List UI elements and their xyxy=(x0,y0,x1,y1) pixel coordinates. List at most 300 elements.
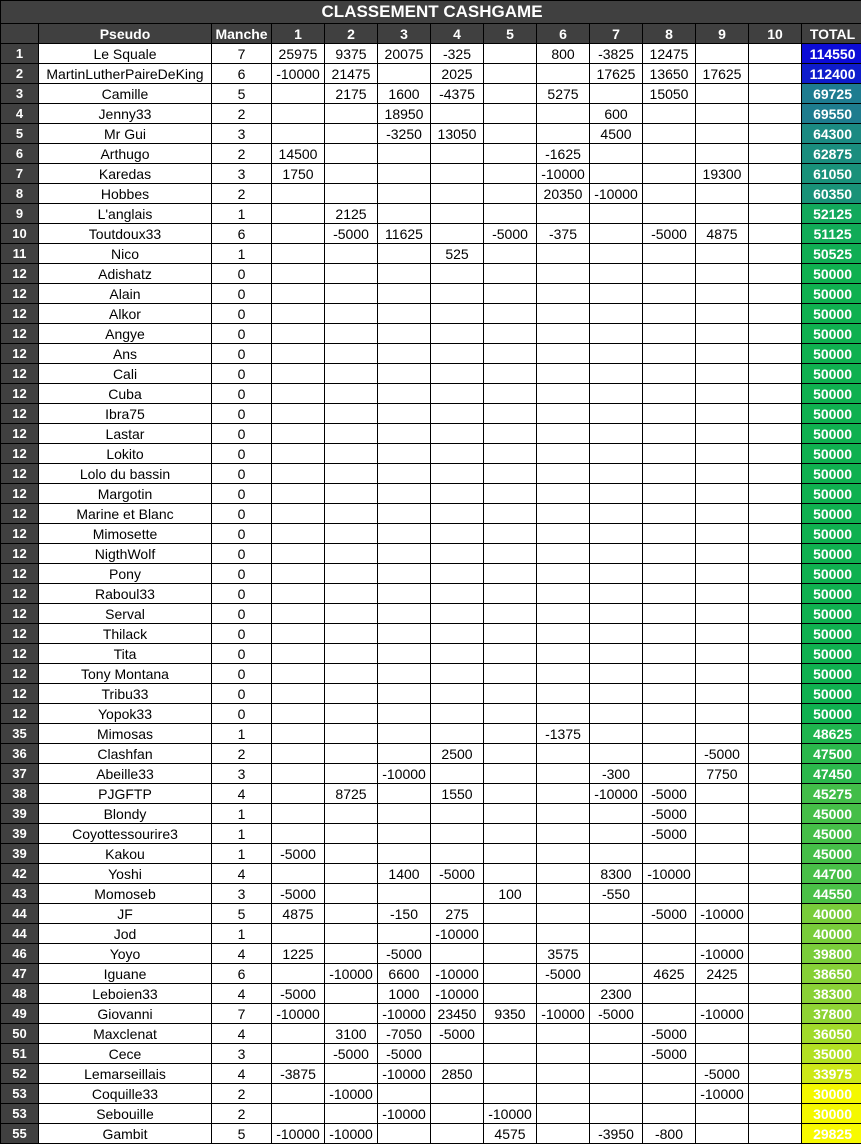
header-row xyxy=(1,24,861,44)
score-cell xyxy=(431,884,484,904)
score-cell xyxy=(325,504,378,524)
table-row xyxy=(1,1044,861,1064)
table-row xyxy=(1,1004,861,1024)
score-cell: -10000 xyxy=(696,1004,749,1024)
score-cell xyxy=(272,1044,325,1064)
score-cell xyxy=(749,364,802,384)
score-cell: -10000 xyxy=(378,764,431,784)
score-cell xyxy=(749,564,802,584)
pseudo-cell: Yoshi xyxy=(39,864,212,884)
score-cell xyxy=(643,684,696,704)
table-row xyxy=(1,424,861,444)
score-cell xyxy=(431,824,484,844)
score-cell xyxy=(431,624,484,644)
score-cell: -5000 xyxy=(696,744,749,764)
score-cell xyxy=(537,344,590,364)
rank-cell: 36 xyxy=(1,744,39,764)
pseudo-cell: Lastar xyxy=(39,424,212,444)
score-cell xyxy=(325,564,378,584)
score-cell xyxy=(325,104,378,124)
table-row xyxy=(1,524,861,544)
score-cell xyxy=(590,804,643,824)
pseudo-cell: Iguane xyxy=(39,964,212,984)
score-cell xyxy=(749,964,802,984)
manche-cell: 0 xyxy=(212,404,272,424)
score-cell xyxy=(484,1064,537,1084)
score-cell: 11625 xyxy=(378,224,431,244)
score-cell xyxy=(431,364,484,384)
rank-cell: 1 xyxy=(1,44,39,64)
manche-cell: 3 xyxy=(212,164,272,184)
score-cell xyxy=(696,684,749,704)
header-round-6: 6 xyxy=(537,24,590,44)
manche-cell: 2 xyxy=(212,184,272,204)
score-cell: -5000 xyxy=(484,224,537,244)
score-cell xyxy=(484,264,537,284)
manche-cell: 0 xyxy=(212,684,272,704)
score-cell xyxy=(643,764,696,784)
score-cell xyxy=(431,464,484,484)
score-cell xyxy=(696,624,749,644)
score-cell xyxy=(537,604,590,624)
score-cell xyxy=(431,584,484,604)
score-cell xyxy=(484,424,537,444)
score-cell xyxy=(643,564,696,584)
score-cell xyxy=(431,104,484,124)
table-row xyxy=(1,404,861,424)
score-cell xyxy=(590,624,643,644)
score-cell xyxy=(431,544,484,564)
score-cell xyxy=(590,404,643,424)
score-cell: -5000 xyxy=(590,1004,643,1024)
score-cell: 4575 xyxy=(484,1124,537,1144)
rank-cell: 12 xyxy=(1,304,39,324)
rank-cell: 12 xyxy=(1,524,39,544)
pseudo-cell: Abeille33 xyxy=(39,764,212,784)
score-cell: 15050 xyxy=(643,84,696,104)
score-cell xyxy=(537,264,590,284)
score-cell xyxy=(378,164,431,184)
total-cell: 33975 xyxy=(802,1064,861,1084)
score-cell: 4500 xyxy=(590,124,643,144)
header-round-8: 8 xyxy=(643,24,696,44)
score-cell: 8300 xyxy=(590,864,643,884)
score-cell: -10000 xyxy=(378,1004,431,1024)
table-row xyxy=(1,824,861,844)
score-cell xyxy=(484,924,537,944)
score-cell: -5000 xyxy=(272,844,325,864)
score-cell xyxy=(484,604,537,624)
table-row xyxy=(1,184,861,204)
total-cell: 37800 xyxy=(802,1004,861,1024)
score-cell xyxy=(643,104,696,124)
score-cell: -375 xyxy=(537,224,590,244)
score-cell xyxy=(749,644,802,664)
manche-cell: 0 xyxy=(212,564,272,584)
score-cell xyxy=(484,284,537,304)
score-cell xyxy=(696,504,749,524)
score-cell xyxy=(484,64,537,84)
score-cell xyxy=(749,44,802,64)
total-cell: 69550 xyxy=(802,104,861,124)
score-cell xyxy=(749,1024,802,1044)
pseudo-cell: Yopok33 xyxy=(39,704,212,724)
score-cell: 800 xyxy=(537,44,590,64)
score-cell xyxy=(272,284,325,304)
total-cell: 44700 xyxy=(802,864,861,884)
score-cell xyxy=(643,624,696,644)
pseudo-cell: Tony Montana xyxy=(39,664,212,684)
manche-cell: 1 xyxy=(212,204,272,224)
score-cell xyxy=(325,264,378,284)
score-cell xyxy=(590,84,643,104)
score-cell xyxy=(378,524,431,544)
score-cell xyxy=(272,104,325,124)
table-row xyxy=(1,224,861,244)
manche-cell: 0 xyxy=(212,384,272,404)
score-cell: 14500 xyxy=(272,144,325,164)
score-cell: 525 xyxy=(431,244,484,264)
score-cell xyxy=(378,844,431,864)
total-cell: 39800 xyxy=(802,944,861,964)
score-cell xyxy=(590,524,643,544)
score-cell: -5000 xyxy=(537,964,590,984)
manche-cell: 3 xyxy=(212,1044,272,1064)
rank-cell: 12 xyxy=(1,444,39,464)
score-cell xyxy=(484,804,537,824)
manche-cell: 3 xyxy=(212,124,272,144)
score-cell xyxy=(272,264,325,284)
score-cell xyxy=(696,784,749,804)
rank-cell: 7 xyxy=(1,164,39,184)
score-cell xyxy=(431,1044,484,1064)
table-row xyxy=(1,1084,861,1104)
score-cell xyxy=(378,184,431,204)
score-cell xyxy=(325,844,378,864)
score-cell xyxy=(696,544,749,564)
total-cell: 50000 xyxy=(802,364,861,384)
score-cell xyxy=(378,504,431,524)
manche-cell: 0 xyxy=(212,604,272,624)
score-cell xyxy=(749,544,802,564)
table-row xyxy=(1,584,861,604)
pseudo-cell: Karedas xyxy=(39,164,212,184)
score-cell xyxy=(378,64,431,84)
score-cell: 23450 xyxy=(431,1004,484,1024)
score-cell xyxy=(484,444,537,464)
score-cell xyxy=(749,164,802,184)
score-cell: -10000 xyxy=(537,1004,590,1024)
pseudo-cell: Clashfan xyxy=(39,744,212,764)
score-cell xyxy=(431,144,484,164)
score-cell xyxy=(272,764,325,784)
score-cell xyxy=(643,184,696,204)
score-cell xyxy=(431,604,484,624)
score-cell xyxy=(484,244,537,264)
score-cell xyxy=(696,604,749,624)
score-cell xyxy=(749,284,802,304)
score-cell: -10000 xyxy=(272,64,325,84)
score-cell xyxy=(272,84,325,104)
rank-cell: 12 xyxy=(1,604,39,624)
pseudo-cell: Maxclenat xyxy=(39,1024,212,1044)
score-cell xyxy=(643,1084,696,1104)
score-cell: -10000 xyxy=(272,1124,325,1144)
score-cell xyxy=(484,184,537,204)
table-row xyxy=(1,564,861,584)
table-row xyxy=(1,1064,861,1084)
score-cell xyxy=(272,184,325,204)
score-cell xyxy=(643,744,696,764)
score-cell xyxy=(749,1004,802,1024)
score-cell xyxy=(272,624,325,644)
score-cell xyxy=(696,524,749,544)
pseudo-cell: Ibra75 xyxy=(39,404,212,424)
score-cell: 20350 xyxy=(537,184,590,204)
table-row xyxy=(1,984,861,1004)
score-cell: -5000 xyxy=(643,824,696,844)
score-cell xyxy=(643,724,696,744)
score-cell xyxy=(696,484,749,504)
score-cell xyxy=(431,404,484,424)
score-cell xyxy=(325,444,378,464)
table-row xyxy=(1,1104,861,1124)
score-cell xyxy=(537,784,590,804)
score-cell xyxy=(272,704,325,724)
score-cell: -10000 xyxy=(590,784,643,804)
score-cell xyxy=(643,584,696,604)
header-round-9: 9 xyxy=(696,24,749,44)
pseudo-cell: Toutdoux33 xyxy=(39,224,212,244)
total-cell: 50000 xyxy=(802,404,861,424)
score-cell xyxy=(431,764,484,784)
total-cell: 50000 xyxy=(802,384,861,404)
score-cell: -325 xyxy=(431,44,484,64)
total-cell: 50000 xyxy=(802,684,861,704)
score-cell: -10000 xyxy=(537,164,590,184)
score-cell xyxy=(590,964,643,984)
score-cell xyxy=(590,1064,643,1084)
score-cell xyxy=(431,684,484,704)
score-cell xyxy=(484,524,537,544)
rank-cell: 39 xyxy=(1,844,39,864)
total-cell: 50525 xyxy=(802,244,861,264)
score-cell xyxy=(749,124,802,144)
score-cell xyxy=(696,44,749,64)
total-cell: 45000 xyxy=(802,804,861,824)
score-cell: -10000 xyxy=(696,1084,749,1104)
header-round-4: 4 xyxy=(431,24,484,44)
score-cell xyxy=(643,244,696,264)
score-cell xyxy=(484,464,537,484)
total-cell: 114550 xyxy=(802,44,861,64)
total-cell: 50000 xyxy=(802,524,861,544)
total-cell: 47450 xyxy=(802,764,861,784)
score-cell xyxy=(590,604,643,624)
score-cell xyxy=(431,1104,484,1124)
manche-cell: 0 xyxy=(212,644,272,664)
score-cell xyxy=(272,804,325,824)
manche-cell: 1 xyxy=(212,824,272,844)
score-cell xyxy=(378,724,431,744)
table-row xyxy=(1,644,861,664)
total-cell: 64300 xyxy=(802,124,861,144)
pseudo-cell: Adishatz xyxy=(39,264,212,284)
score-cell xyxy=(325,764,378,784)
score-cell: -1625 xyxy=(537,144,590,164)
score-cell: -10000 xyxy=(431,984,484,1004)
table-row xyxy=(1,304,861,324)
rank-cell: 52 xyxy=(1,1064,39,1084)
score-cell xyxy=(537,704,590,724)
score-cell xyxy=(378,1124,431,1144)
rank-cell: 12 xyxy=(1,624,39,644)
score-cell xyxy=(590,544,643,564)
total-cell: 30000 xyxy=(802,1084,861,1104)
score-cell xyxy=(696,804,749,824)
rank-cell: 5 xyxy=(1,124,39,144)
rank-cell: 10 xyxy=(1,224,39,244)
rank-cell: 55 xyxy=(1,1124,39,1144)
score-cell xyxy=(484,704,537,724)
score-cell xyxy=(325,124,378,144)
score-cell xyxy=(484,844,537,864)
rank-cell: 12 xyxy=(1,284,39,304)
score-cell: -10000 xyxy=(378,1064,431,1084)
manche-cell: 4 xyxy=(212,1064,272,1084)
manche-cell: 0 xyxy=(212,264,272,284)
score-cell: -3950 xyxy=(590,1124,643,1144)
score-cell: 2500 xyxy=(431,744,484,764)
score-cell xyxy=(696,864,749,884)
score-cell xyxy=(749,1044,802,1064)
score-cell xyxy=(431,184,484,204)
score-cell xyxy=(378,824,431,844)
score-cell xyxy=(431,444,484,464)
score-cell xyxy=(590,144,643,164)
rank-cell: 12 xyxy=(1,404,39,424)
pseudo-cell: Tita xyxy=(39,644,212,664)
header-rank xyxy=(1,24,39,44)
table-row xyxy=(1,324,861,344)
score-cell xyxy=(537,244,590,264)
score-cell: -5000 xyxy=(325,224,378,244)
score-cell xyxy=(378,1084,431,1104)
rank-cell: 48 xyxy=(1,984,39,1004)
score-cell: -5000 xyxy=(643,804,696,824)
score-cell: 8725 xyxy=(325,784,378,804)
table-row xyxy=(1,244,861,264)
table-row xyxy=(1,204,861,224)
score-cell xyxy=(696,324,749,344)
score-cell: 19300 xyxy=(696,164,749,184)
manche-cell: 0 xyxy=(212,364,272,384)
score-cell xyxy=(325,824,378,844)
score-cell: -800 xyxy=(643,1124,696,1144)
score-cell xyxy=(749,824,802,844)
score-cell xyxy=(537,984,590,1004)
score-cell xyxy=(431,424,484,444)
score-cell xyxy=(484,84,537,104)
table-row xyxy=(1,804,861,824)
manche-cell: 7 xyxy=(212,44,272,64)
total-cell: 61050 xyxy=(802,164,861,184)
score-cell xyxy=(325,944,378,964)
total-cell: 38300 xyxy=(802,984,861,1004)
rank-cell: 51 xyxy=(1,1044,39,1064)
score-cell xyxy=(325,1064,378,1084)
total-cell: 50000 xyxy=(802,624,861,644)
score-cell xyxy=(590,644,643,664)
score-cell xyxy=(696,124,749,144)
score-cell xyxy=(484,344,537,364)
score-cell xyxy=(696,144,749,164)
pseudo-cell: Nico xyxy=(39,244,212,264)
score-cell xyxy=(643,884,696,904)
pseudo-cell: Angye xyxy=(39,324,212,344)
score-cell xyxy=(590,324,643,344)
manche-cell: 1 xyxy=(212,804,272,824)
manche-cell: 7 xyxy=(212,1004,272,1024)
score-cell xyxy=(431,644,484,664)
pseudo-cell: Raboul33 xyxy=(39,584,212,604)
rank-cell: 11 xyxy=(1,244,39,264)
score-cell: 18950 xyxy=(378,104,431,124)
score-cell xyxy=(749,744,802,764)
score-cell xyxy=(537,644,590,664)
rank-cell: 9 xyxy=(1,204,39,224)
score-cell xyxy=(749,904,802,924)
table-row xyxy=(1,664,861,684)
score-cell: 20075 xyxy=(378,44,431,64)
score-cell: -5000 xyxy=(696,1064,749,1084)
manche-cell: 0 xyxy=(212,344,272,364)
manche-cell: 5 xyxy=(212,84,272,104)
score-cell xyxy=(643,1104,696,1124)
score-cell xyxy=(749,844,802,864)
score-cell xyxy=(325,1004,378,1024)
score-cell: 3575 xyxy=(537,944,590,964)
score-cell xyxy=(749,504,802,524)
table-row xyxy=(1,1024,861,1044)
table-row xyxy=(1,544,861,564)
header-round-5: 5 xyxy=(484,24,537,44)
score-cell xyxy=(484,144,537,164)
pseudo-cell: Cali xyxy=(39,364,212,384)
score-cell xyxy=(378,284,431,304)
score-cell xyxy=(749,604,802,624)
score-cell xyxy=(643,664,696,684)
score-cell xyxy=(537,324,590,344)
score-cell xyxy=(431,204,484,224)
score-cell xyxy=(484,984,537,1004)
table-row xyxy=(1,744,861,764)
score-cell: 4875 xyxy=(696,224,749,244)
total-cell: 44550 xyxy=(802,884,861,904)
score-cell xyxy=(643,264,696,284)
score-cell xyxy=(696,984,749,1004)
score-cell: 21475 xyxy=(325,64,378,84)
table-row xyxy=(1,104,861,124)
pseudo-cell: Tribu33 xyxy=(39,684,212,704)
score-cell xyxy=(537,584,590,604)
rank-cell: 42 xyxy=(1,864,39,884)
score-cell xyxy=(537,1124,590,1144)
pseudo-cell: Lokito xyxy=(39,444,212,464)
rank-cell: 53 xyxy=(1,1084,39,1104)
score-cell xyxy=(590,384,643,404)
rank-cell: 12 xyxy=(1,364,39,384)
